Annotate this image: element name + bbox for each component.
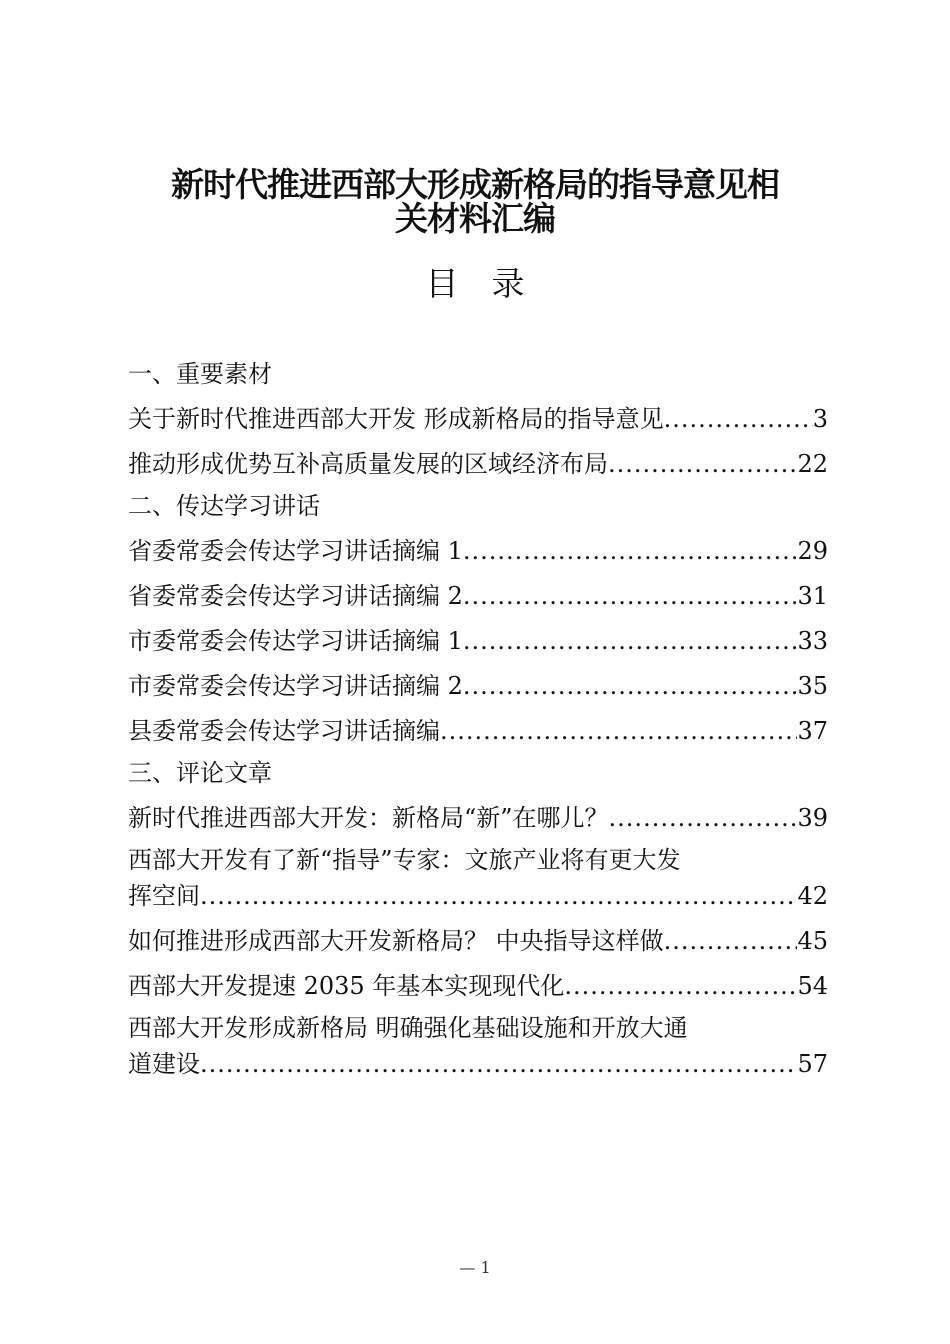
toc-entry-title: 县委常委会传达学习讲话摘编 xyxy=(128,717,440,745)
toc-leader-dots xyxy=(664,401,813,437)
toc-entry-title-line2: 道建设 xyxy=(128,1050,200,1078)
toc-entry-title: 市委常委会传达学习讲话摘编 1 xyxy=(128,627,463,655)
toc-entry-title: 新时代推进西部大开发：新格局“新”在哪儿？ xyxy=(128,804,609,832)
toc-entry-line2 xyxy=(128,878,828,914)
toc-entry-page: 37 xyxy=(797,717,828,745)
toc-section-heading: 二、传达学习讲话 xyxy=(128,492,320,520)
toc-entry[interactable] xyxy=(128,968,828,1004)
toc-entry-title: 推动形成优势互补高质量发展的区域经济布局 xyxy=(128,450,608,478)
toc-entry[interactable] xyxy=(128,1010,828,1082)
toc-leader-dots xyxy=(608,446,797,482)
toc-leader-dots xyxy=(664,923,798,959)
toc-leader-dots xyxy=(200,878,797,914)
toc-entry-title: 省委常委会传达学习讲话摘编 1 xyxy=(128,537,463,565)
toc-entry-title: 如何推进形成西部大开发新格局？ 中央指导这样做 xyxy=(128,927,664,955)
toc-entry-page: 31 xyxy=(797,582,828,610)
toc-entry[interactable] xyxy=(128,923,828,959)
toc-entry-page: 33 xyxy=(797,627,828,655)
toc-entry-title-line1: 西部大开发有了新“指导”专家：文旅产业将有更大发 xyxy=(128,846,681,874)
toc-leader-dots xyxy=(463,623,798,659)
page-number-footer: — 1 xyxy=(459,1258,491,1277)
toc-entry-title-line1: 西部大开发形成新格局 明确强化基础设施和开放大通 xyxy=(128,1014,688,1042)
toc-entry-title: 关于新时代推进西部大开发 形成新格局的指导意见 xyxy=(128,405,664,433)
toc-leader-dots xyxy=(609,800,798,836)
toc-entry[interactable] xyxy=(128,800,828,836)
toc-section-heading: 三、评论文章 xyxy=(128,759,272,787)
toc-entry-line2 xyxy=(128,1046,828,1082)
toc-entry[interactable] xyxy=(128,668,828,704)
document-title-line1: 新时代推进西部大形成新格局的指导意见相 xyxy=(171,165,779,204)
toc-leader-dots xyxy=(440,713,797,749)
toc-entry[interactable] xyxy=(128,401,828,437)
toc-leader-dots xyxy=(564,968,797,1004)
document-title xyxy=(120,165,830,238)
toc-entry[interactable] xyxy=(128,842,828,914)
toc-entry[interactable] xyxy=(128,623,828,659)
toc-entry[interactable] xyxy=(128,578,828,614)
toc-section-heading: 一、重要素材 xyxy=(128,360,272,388)
toc-heading: 目 录 xyxy=(425,264,525,303)
toc-entry-title-line2: 挥空间 xyxy=(128,882,200,910)
toc-entry-page: 22 xyxy=(797,450,828,478)
toc-entry-page: 57 xyxy=(797,1050,828,1078)
toc-entry-title: 西部大开发提速 2035 年基本实现现代化 xyxy=(128,972,565,1000)
toc-entry-page: 3 xyxy=(812,405,828,433)
toc-leader-dots xyxy=(463,668,798,704)
toc-entry[interactable] xyxy=(128,533,828,569)
toc-entry-page: 39 xyxy=(797,804,828,832)
toc-leader-dots xyxy=(463,533,798,569)
toc-entry-page: 45 xyxy=(797,927,828,955)
table-of-contents xyxy=(128,356,828,1082)
toc-entry-page: 42 xyxy=(797,882,828,910)
toc-entry-title: 市委常委会传达学习讲话摘编 2 xyxy=(128,672,463,700)
toc-entry-page: 54 xyxy=(797,972,828,1000)
toc-leader-dots xyxy=(463,578,798,614)
toc-entry[interactable] xyxy=(128,713,828,749)
document-title-line2: 关材料汇编 xyxy=(395,199,555,238)
toc-entry-page: 35 xyxy=(797,672,828,700)
toc-entry-title: 省委常委会传达学习讲话摘编 2 xyxy=(128,582,463,610)
toc-entry-page: 29 xyxy=(797,537,828,565)
toc-entry[interactable] xyxy=(128,446,828,482)
toc-leader-dots xyxy=(200,1046,797,1082)
